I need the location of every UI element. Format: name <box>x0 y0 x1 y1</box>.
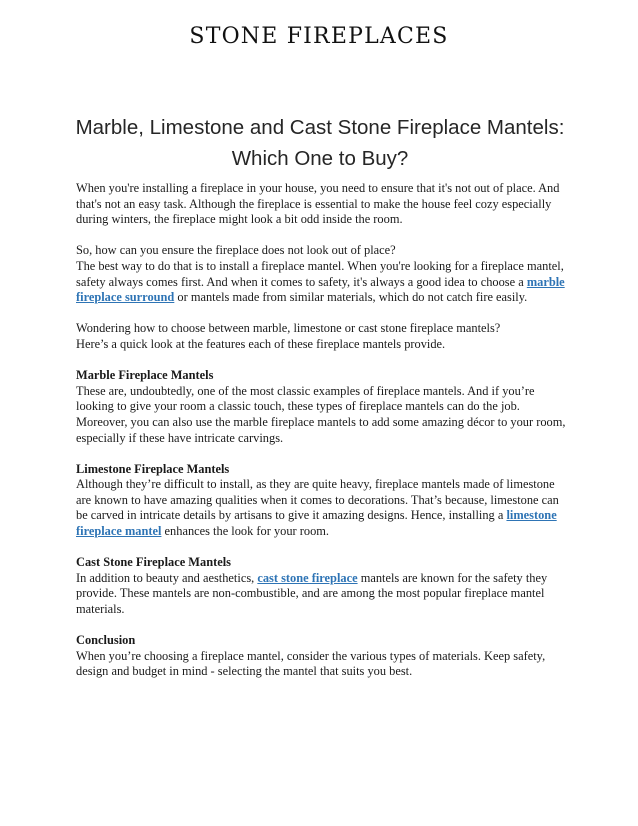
overview-paragraph <box>76 321 566 352</box>
article-body <box>76 181 566 696</box>
safety-text-after-link: or mantels made from similar materials, which do not catch fire easily. <box>174 290 528 305</box>
conclusion-section <box>76 633 566 680</box>
article-title-line-1: Marble, Limestone and Cast Stone Fireplace Mantels: <box>75 116 565 139</box>
marble-text: These are, undoubtedly, one of the most classic examples of fireplace mantels. And if you’re looking to give your room a classic touch, these types of fireplace mantels can do the job. Moreover, you can also use the marble fireplace mantels to add some amazing décor to your room, especially if these have intricate carvings. <box>76 383 566 445</box>
cast-stone-heading: Cast Stone Fireplace Mantels <box>76 555 231 570</box>
cast-stone-text-after-link: mantels are known for the safety they provide. These mantels are non-combustible, and are among the most popular fireplace mantel materials. <box>76 570 548 617</box>
limestone-fireplace-mantel-link[interactable]: limestone fireplace mantel <box>76 508 557 539</box>
intro-paragraph: When you're installing a fireplace in your house, you need to ensure that it's not out of place. And that's not an easy task. Although the fireplace is essential to make the house feel cozy especially during winters, the fireplace might look a bit odd inside the room. <box>76 181 560 227</box>
safety-paragraph <box>76 243 566 305</box>
marble-fireplace-surround-link[interactable]: marble fireplace surround <box>76 274 565 305</box>
conclusion-text: When you’re choosing a fireplace mantel, consider the various types of materials. Keep safety, design and budget in mind - selecting the mantel that suits you best. <box>76 648 546 679</box>
safety-text-before-link: The best way to do that is to install a fireplace mantel. When you're looking for a fireplace mantel, safety always comes first. And when it comes to safety, it's always a good idea to choose a <box>76 258 564 289</box>
article-title <box>60 112 580 174</box>
cast-stone-fireplace-link[interactable]: cast stone fireplace <box>257 570 358 585</box>
brand-logo: STONE FIREPLACES <box>189 24 449 49</box>
limestone-section <box>76 462 566 540</box>
article-title-line-2: Which One to Buy? <box>231 147 409 170</box>
marble-section <box>76 368 566 446</box>
marble-heading: Marble Fireplace Mantels <box>76 368 214 383</box>
cast-stone-text-before-link: In addition to beauty and aesthetics, <box>76 570 258 585</box>
overview-question: Wondering how to choose between marble, limestone or cast stone fireplace mantels? <box>76 321 501 336</box>
limestone-text-after-link: enhances the look for your room. <box>161 524 330 539</box>
overview-text: Here’s a quick look at the features each of these fireplace mantels provide. <box>76 336 446 351</box>
conclusion-heading: Conclusion <box>76 633 136 648</box>
safety-question: So, how can you ensure the fireplace does not look out of place? <box>76 243 396 258</box>
limestone-text-before-link: Although they’re difficult to install, as they are quite heavy, fireplace mantels made of limestone are known to have amazing qualities when it comes to decorations. That’s because, limestone can be carved in intricate details by artisans to give it amazing designs. Hence, installing a <box>76 477 559 523</box>
limestone-heading: Limestone Fireplace Mantels <box>76 461 230 476</box>
cast-stone-section <box>76 555 566 617</box>
